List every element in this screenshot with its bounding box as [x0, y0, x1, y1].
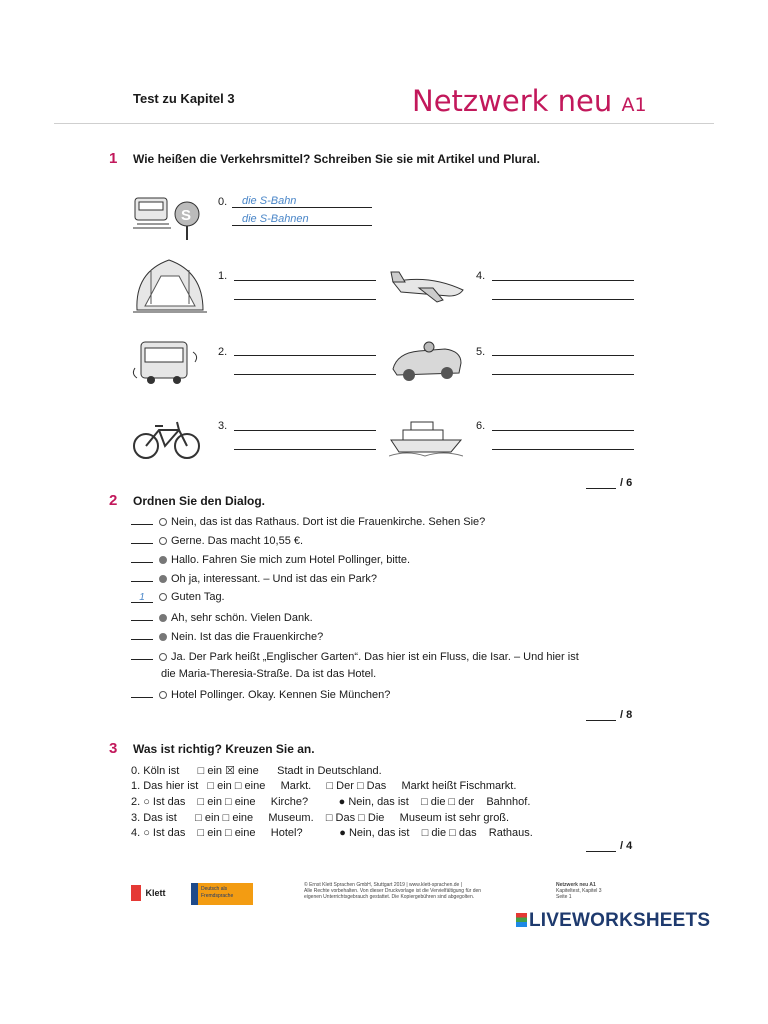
example-plural: die S-Bahnen: [242, 213, 309, 225]
dialog-line-text: Gerne. Das macht 10,55 €.: [171, 535, 304, 547]
item-6-number: 6.: [476, 420, 486, 432]
item-1-singular-field[interactable]: [234, 280, 376, 281]
task1-score: / 6: [620, 477, 633, 489]
dialog-line: [161, 668, 376, 680]
klett-logo: [131, 884, 173, 904]
task3-instruction: Was ist richtig? Kreuzen Sie an.: [133, 742, 315, 756]
speaker-filled-dot-icon: [159, 614, 167, 622]
partner-logo-line1: Deutsch als: [201, 886, 228, 892]
item-1-plural-field[interactable]: [234, 299, 376, 300]
item-4-plural-field[interactable]: [492, 299, 634, 300]
dialog-line-text: die Maria-Theresia-Straße. Da ist das Hotel.: [161, 668, 377, 680]
order-answer-field[interactable]: [131, 687, 153, 698]
dialog-line: [131, 514, 485, 528]
item-6-plural-field[interactable]: [492, 449, 634, 450]
reference-line-2: Kapiteltest, Kapitel 3: [556, 888, 602, 894]
dialog-line: [131, 552, 410, 566]
dialog-line: [131, 533, 303, 547]
order-answer-field[interactable]: [131, 649, 153, 660]
page-reference: [556, 882, 602, 900]
item-3-number: 3.: [218, 420, 228, 432]
dialog-line-text: Nein. Ist das die Frauenkirche?: [171, 631, 324, 643]
dialog-line-text: Hallo. Fahren Sie mich zum Hotel Pollinger, bitte.: [171, 554, 411, 566]
item-4-number: 4.: [476, 270, 486, 282]
speaker-open-circle-icon: [159, 593, 167, 601]
order-answer-field[interactable]: [131, 610, 153, 621]
task1-number: 1: [109, 150, 118, 167]
svg-text:S: S: [181, 207, 192, 224]
example-line-2: [232, 225, 372, 226]
order-answer-field[interactable]: [131, 552, 153, 563]
task2-number: 2: [109, 492, 118, 509]
task3-number: 3: [109, 740, 118, 757]
item-5-singular-field[interactable]: [492, 355, 634, 356]
copyright-line-3: eigenen Unterrichtsgebrauch gestattet. Die Kopiergebühren sind abgegolten.: [304, 894, 475, 900]
order-answer-field[interactable]: 1: [131, 592, 153, 603]
dialog-line-text: Oh ja, interessant. – Und ist das ein Park?: [171, 573, 378, 585]
task2-score: / 8: [620, 709, 633, 721]
dialog-line-text: Nein, das ist das Rathaus. Dort ist die Frauenkirche. Sehen Sie?: [171, 516, 486, 528]
example-singular: die S-Bahn: [242, 195, 297, 207]
airplane-icon: [389, 270, 467, 304]
item-2-singular-field[interactable]: [234, 355, 376, 356]
klett-logo-mark: [131, 885, 141, 901]
liveworksheets-watermark: [516, 910, 710, 932]
reference-line-3: Seite 1: [556, 894, 572, 900]
bicycle-icon: [131, 418, 203, 460]
test-title: Test zu Kapitel 3: [133, 91, 235, 106]
ship-icon: [389, 414, 463, 458]
item-5-number: 5.: [476, 346, 486, 358]
item-2-plural-field[interactable]: [234, 374, 376, 375]
dialog-line: [131, 629, 323, 643]
dialog-line: [131, 687, 390, 701]
dialog-line-text: Hotel Pollinger. Okay. Kennen Sie München?: [171, 689, 391, 701]
speaker-open-circle-icon: [159, 518, 167, 526]
speaker-open-circle-icon: [159, 691, 167, 699]
copyright-line-1: © Ernst Klett Sprachen GmbH, Stuttgart 2019 | www.klett-sprachen.de |: [304, 882, 463, 888]
s-bahn-icon: [131, 190, 206, 242]
klett-logo-text: Klett: [145, 887, 166, 898]
item-5-plural-field[interactable]: [492, 374, 634, 375]
brand-name: Netzwerk neu: [412, 84, 613, 118]
order-answer-field[interactable]: [131, 629, 153, 640]
dialog-line-text: Ja. Der Park heißt „Englischer Garten“. Das hier ist ein Fluss, die Isar. – Und hier ist: [171, 651, 579, 663]
dialog-line-text: Ah, sehr schön. Vielen Dank.: [171, 612, 313, 624]
brand-title: [412, 84, 647, 118]
item-4-singular-field[interactable]: [492, 280, 634, 281]
task1-score-field[interactable]: [586, 488, 616, 489]
partner-logo-line2: Fremdsprache: [201, 893, 234, 899]
order-answer-field[interactable]: [131, 514, 153, 525]
item-2-number: 2.: [218, 346, 228, 358]
order-answer-field[interactable]: [131, 571, 153, 582]
task3-line[interactable]: 3. Das ist □ ein □ eine Museum. □ Das □ Die Museum ist sehr groß.: [131, 812, 510, 824]
item-6-singular-field[interactable]: [492, 430, 634, 431]
speaker-open-circle-icon: [159, 653, 167, 661]
dialog-line: [131, 649, 579, 663]
task3-score-field[interactable]: [586, 851, 616, 852]
order-answer-field[interactable]: [131, 533, 153, 544]
speaker-filled-dot-icon: [159, 575, 167, 583]
copyright-line-2: Alle Rechte vorbehalten. Von dieser Druckvorlage ist die Vervielfältigung für den: [304, 888, 482, 894]
task3-line[interactable]: 4. ○ Ist das □ ein □ eine Hotel? ● Nein, das ist □ die □ das Rathaus.: [131, 827, 533, 839]
dialog-line: [131, 610, 313, 624]
task3-line[interactable]: 0. Köln ist □ ein ☒ eine Stadt in Deutschland.: [131, 765, 382, 777]
task2-instruction: Ordnen Sie den Dialog.: [133, 494, 266, 508]
bus-icon: [131, 338, 203, 386]
brand-level: A1: [621, 94, 647, 116]
task1-instruction: Wie heißen die Verkehrsmittel? Schreiben Sie sie mit Artikel und Plural.: [133, 152, 540, 166]
dialog-line: [131, 591, 225, 603]
copyright-text: [304, 882, 481, 900]
dialog-line-text: Guten Tag.: [171, 591, 225, 603]
task3-line[interactable]: 1. Das hier ist □ ein □ eine Markt. □ Der □ Das Markt heißt Fischmarkt.: [131, 780, 517, 792]
convertible-car-icon: [389, 335, 465, 383]
header-divider: [54, 123, 714, 124]
task2-score-field[interactable]: [586, 720, 616, 721]
item-3-singular-field[interactable]: [234, 430, 376, 431]
example-line-1: [232, 207, 372, 208]
reference-line-1: Netzwerk neu A1: [556, 882, 596, 888]
speaker-filled-dot-icon: [159, 556, 167, 564]
item-1-number: 1.: [218, 270, 228, 282]
item-3-plural-field[interactable]: [234, 449, 376, 450]
train-interior-icon: [131, 254, 209, 316]
example-number: 0.: [218, 196, 228, 208]
liveworksheets-text: LIVEWORKSHEETS: [529, 910, 711, 931]
dialog-line: [131, 571, 377, 585]
task3-score: / 4: [620, 840, 633, 852]
liveworksheets-icon: [516, 913, 527, 927]
task3-line[interactable]: 2. ○ Ist das □ ein □ eine Kirche? ● Nein, das ist □ die □ der Bahnhof.: [131, 796, 531, 808]
speaker-filled-dot-icon: [159, 633, 167, 641]
speaker-open-circle-icon: [159, 537, 167, 545]
partner-logo: [191, 883, 253, 905]
